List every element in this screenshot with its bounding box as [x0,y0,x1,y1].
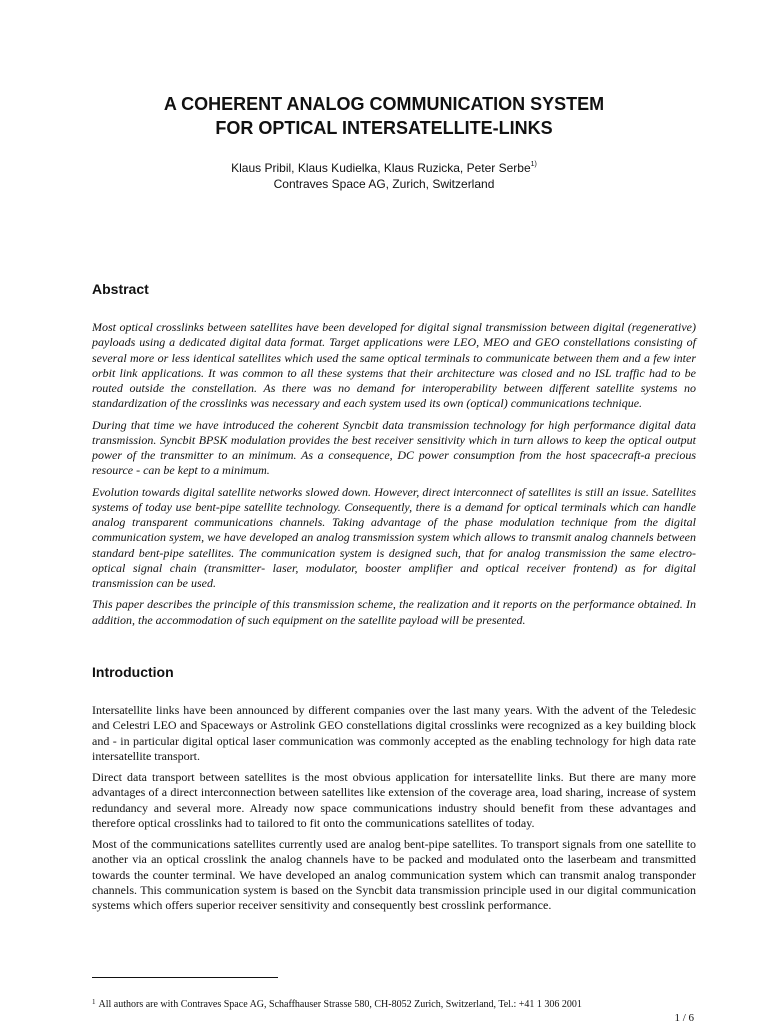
title-line-2: FOR OPTICAL INTERSATELLITE-LINKS [215,118,553,138]
abstract-paragraph: During that time we have introduced the coherent Syncbit data transmission technology for high performance digital data transmission. Syncbit BPSK modulation provides the best receiver sensitivity which in turn allows to keep the optical output power of the transmitter to an minimum. As a consequence, DC power consumption from the host spacecraft-a precious resource - can be kept to a minimum. [92,417,696,478]
introduction-paragraph: Most of the communications satellites currently used are analog bent-pipe satellites. To transport signals from one satellite to another via an optical crosslink the analog channels have to be packed and modulated onto the laserbeam and transmitted towards the counter terminal. We have developed an analog communication system which can transmit analog transponder channels. This communication system is based on the Syncbit data transmission principle used in our digital communication systems which offers superior receiver sensitivity and consequently best crosslink performance. [92,837,696,912]
affiliation: Contraves Space AG, Zurich, Switzerland [273,177,495,191]
paper-title [0,92,768,140]
footnote-mark: 1 [92,998,96,1006]
authors: Klaus Pribil, Klaus Kudielka, Klaus Ruzicka, Peter Serbe [231,161,531,175]
introduction-paragraph: Direct data transport between satellites is the most obvious application for intersatellite links. But there are many more advantages of a direct interconnection between satellites like extension of the coverage area, load sharing, increase of system redundancy and several more. Already now space communications industry should benefit from these advantages and therefore optical crosslinks had to tailored to fit onto the communications satellites of today. [92,770,696,830]
abstract-paragraph: Evolution towards digital satellite networks slowed down. However, direct interconnect of satellites is still an issue. Satellites systems of today use bent-pipe satellite technology. Consequently, there is a demand for optical terminals which can handle analog transparent communications channels. Taking advantage of the phase modulation technique from the digital communication system, we have developed an analog transmission system which allows to transmit analog channels between standard bent-pipe satellites. The communication system is designed such, that for analog transmission the same electro-optical signal chain (transmitter- laser, modulator, booster amplifier and optical receiver frontend) as for digital transmission can be used. [92,484,696,590]
introduction-body [92,703,696,919]
author-line [0,160,768,176]
introduction-heading: Introduction [92,664,174,680]
abstract-paragraph: This paper describes the principle of this transmission scheme, the realization and it reports on the performance obtained. In addition, the accommodation of such equipment on the satellite payload will be presented. [92,597,696,627]
page-number: 1 / 6 [674,1012,694,1024]
title-line-1: A COHERENT ANALOG COMMUNICATION SYSTEM [163,94,605,114]
author-block [0,160,768,192]
footnote-text: All authors are with Contraves Space AG, Schaffhauser Strasse 580, CH-8052 Zurich, Switzerland, Tel.: +41 1 306 2001 [98,999,582,1010]
footnote-separator [92,977,278,978]
abstract-body [92,320,696,634]
abstract-heading: Abstract [92,281,149,297]
author-footnote-mark: 1) [530,161,537,168]
introduction-paragraph: Intersatellite links have been announced by different companies over the last many years. With the advent of the Teledesic and Celestri LEO and Spaceways or Astrolink GEO constellations digital crosslinks were recognized as a key building block and - in particular digital optical laser communication was commonly accepted as the enabling technology for high data rate intersatellite transport. [92,703,696,763]
footnote [92,998,712,1011]
abstract-paragraph: Most optical crosslinks between satellites have been developed for digital signal transmission between digital (regenerative) payloads using a dedicated digital data format. Target applications were LEO, MEO and GEO constellations consisting of several more or less identical satellites which used the same optical terminals to communicate between them and a few inter orbit link applications. It was common to all these systems that their architecture was closed and no ISL traffic had to be routed outside the constellation. As there was no demand for interoperability between different satellite systems no standardization of the crosslinks was necessary and each system used its own (optical) communications technique. [92,320,696,411]
